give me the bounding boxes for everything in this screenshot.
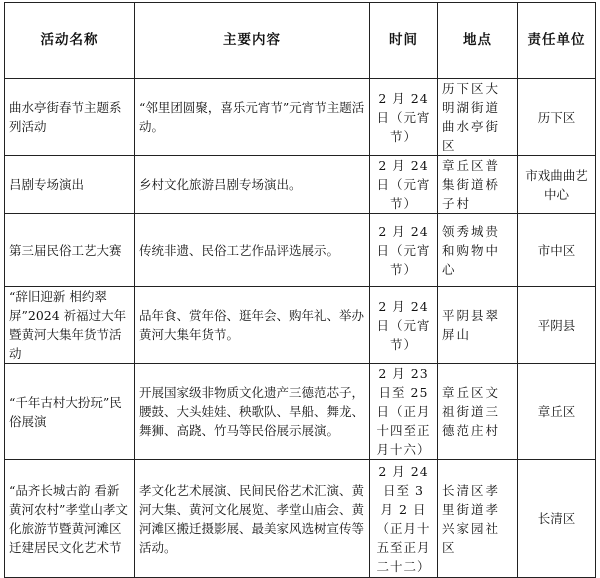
cell-time: 2 月 24 日（元宵节）: [370, 156, 438, 214]
table-row: [5, 214, 596, 287]
cell-main-content: 开展国家级非物质文化遗产三德范芯子，腰鼓、大头娃娃、秧歌队、旱船、舞龙、舞狮、高跷、竹马等民俗展示展演。: [135, 364, 370, 460]
header-responsible-unit: 责任单位: [518, 3, 596, 79]
cell-main-content: 传统非遗、民俗工艺作品评选展示。: [135, 214, 370, 287]
cell-responsible-unit: 市戏曲曲艺中心: [518, 156, 596, 214]
cell-place: 长清区孝里街道孝兴家园社区: [438, 460, 518, 578]
cell-place: 章丘区文祖街道三德范庄村: [438, 364, 518, 460]
cell-time: 2 月 24 日（元宵节）: [370, 214, 438, 287]
table-row: [5, 287, 596, 364]
table-row: [5, 79, 596, 156]
header-place: 地点: [438, 3, 518, 79]
cell-time: 2 月 24 日至 3 月 2 日（正月十五至正月二十二）: [370, 460, 438, 578]
cell-activity-name: 吕剧专场演出: [5, 156, 135, 214]
cell-activity-name: 第三届民俗工艺大赛: [5, 214, 135, 287]
cell-place: 平阴县翠屏山: [438, 287, 518, 364]
header-activity-name: 活动名称: [5, 3, 135, 79]
cell-activity-name: “辞旧迎新 相约翠屏”2024 祈福过大年暨黄河大集年货节活动: [5, 287, 135, 364]
cell-main-content: 品年食、赏年俗、逛年会、购年礼、举办黄河大集年货节。: [135, 287, 370, 364]
cell-place: 领秀城贵和购物中心: [438, 214, 518, 287]
cell-main-content: 乡村文化旅游吕剧专场演出。: [135, 156, 370, 214]
header-main-content: 主要内容: [135, 3, 370, 79]
table-header-row: [5, 3, 596, 79]
activity-table: [4, 2, 596, 578]
table-row: [5, 460, 596, 578]
cell-responsible-unit: 长清区: [518, 460, 596, 578]
cell-place: 章丘区普集街道桥子村: [438, 156, 518, 214]
cell-responsible-unit: 历下区: [518, 79, 596, 156]
cell-time: 2 月 23 日至 25 日（正月十四至正月十六）: [370, 364, 438, 460]
cell-main-content: “邻里团圆聚，喜乐元宵节”元宵节主题活动。: [135, 79, 370, 156]
cell-activity-name: 曲水亭街春节主题系列活动: [5, 79, 135, 156]
table-row: [5, 364, 596, 460]
cell-time: 2 月 24 日（元宵节）: [370, 287, 438, 364]
cell-place: 历下区大明湖街道曲水亭街区: [438, 79, 518, 156]
cell-activity-name: “千年古村大扮玩”民俗展演: [5, 364, 135, 460]
cell-responsible-unit: 平阴县: [518, 287, 596, 364]
cell-activity-name: “品齐长城古韵 看新黄河农村”孝堂山孝文化旅游节暨黄河滩区迁建居民文化艺术节: [5, 460, 135, 578]
cell-responsible-unit: 市中区: [518, 214, 596, 287]
cell-main-content: 孝文化艺术展演、民间民俗艺术汇演、黄河大集、黄河文化展览、孝堂山庙会、黄河滩区搬迁摄影展、最美家风选树宣传等活动。: [135, 460, 370, 578]
cell-responsible-unit: 章丘区: [518, 364, 596, 460]
header-time: 时间: [370, 3, 438, 79]
cell-time: 2 月 24 日（元宵节）: [370, 79, 438, 156]
table-row: [5, 156, 596, 214]
